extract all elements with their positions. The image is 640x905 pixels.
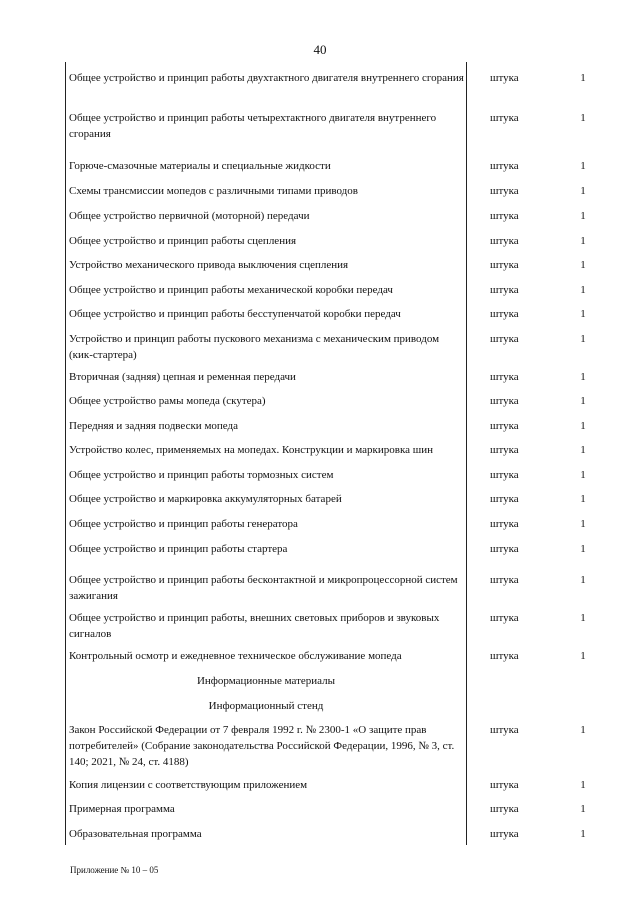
- item-unit: штука: [490, 185, 519, 197]
- item-unit: штука: [490, 469, 519, 481]
- item-quantity: 1: [580, 210, 586, 222]
- item-name: Общее устройство и принцип работы тормозных систем: [69, 469, 334, 481]
- item-quantity: 1: [580, 284, 586, 296]
- item-unit: штука: [490, 72, 519, 84]
- item-quantity: 1: [580, 235, 586, 247]
- item-quantity: 1: [580, 469, 586, 481]
- item-unit: штука: [490, 543, 519, 555]
- item-quantity: 1: [580, 543, 586, 555]
- item-quantity: 1: [580, 574, 586, 586]
- item-name: Примерная программа: [69, 803, 175, 815]
- item-unit: штука: [490, 235, 519, 247]
- item-unit: штука: [490, 333, 519, 345]
- item-quantity: 1: [580, 803, 586, 815]
- item-unit: штука: [490, 828, 519, 840]
- item-quantity: 1: [580, 650, 586, 662]
- item-name: Закон Российской Федерации от 7 февраля 1992 г. № 2300-1 «О защите прав потребителей» (Собрание законодательства Российской Федерации, 1996, № 3, ст. 140; 2021, № 24, ст. 4188): [69, 724, 455, 768]
- item-name: Общее устройство рамы мопеда (скутера): [69, 395, 266, 407]
- item-name: Устройство и принцип работы пускового механизма с механическим приводом (кик-стартера): [69, 333, 440, 361]
- item-quantity: 1: [580, 420, 586, 432]
- item-name: Общее устройство и принцип работы генератора: [69, 518, 298, 530]
- table-column-divider: [466, 62, 467, 845]
- item-unit: штука: [490, 518, 519, 530]
- item-name: Общее устройство первичной (моторной) передачи: [69, 210, 310, 222]
- item-quantity: 1: [580, 259, 586, 271]
- item-name: Общее устройство и маркировка аккумуляторных батарей: [69, 493, 342, 505]
- item-quantity: 1: [580, 395, 586, 407]
- item-unit: штука: [490, 444, 519, 456]
- item-quantity: 1: [580, 828, 586, 840]
- item-unit: штука: [490, 395, 519, 407]
- item-unit: штука: [490, 284, 519, 296]
- page-footer: Приложение № 10 – 05: [70, 865, 159, 875]
- section-heading: Информационный стенд: [208, 700, 324, 712]
- item-unit: штука: [490, 160, 519, 172]
- item-unit: штука: [490, 420, 519, 432]
- item-unit: штука: [490, 371, 519, 383]
- item-unit: штука: [490, 612, 519, 624]
- item-name: Контрольный осмотр и ежедневное техническое обслуживание мопеда: [69, 650, 402, 662]
- item-quantity: 1: [580, 308, 586, 320]
- item-name: Общее устройство и принцип работы сцепления: [69, 235, 297, 247]
- item-unit: штука: [490, 210, 519, 222]
- item-name: Общее устройство и принцип работы двухтактного двигателя внутреннего сгорания: [69, 72, 464, 84]
- item-name: Общее устройство и принцип работы бесконтактной и микропроцессорной систем зажигания: [69, 574, 458, 602]
- item-quantity: 1: [580, 518, 586, 530]
- item-name: Общее устройство и принцип работы четырехтактного двигателя внутреннего сгорания: [69, 112, 437, 140]
- item-quantity: 1: [580, 779, 586, 791]
- item-name: Общее устройство и принцип работы механической коробки передач: [69, 284, 393, 296]
- item-name: Общее устройство и принцип работы бесступенчатой коробки передач: [69, 308, 401, 320]
- item-unit: штука: [490, 259, 519, 271]
- item-unit: штука: [490, 650, 519, 662]
- item-name: Передняя и задняя подвески мопеда: [69, 420, 239, 432]
- item-name: Устройство механического привода выключения сцепления: [69, 259, 349, 271]
- item-quantity: 1: [580, 185, 586, 197]
- item-unit: штука: [490, 803, 519, 815]
- item-unit: штука: [490, 308, 519, 320]
- item-name: Общее устройство и принцип работы стартера: [69, 543, 288, 555]
- item-name: Копия лицензии с соответствующим приложением: [69, 779, 308, 791]
- item-name: Схемы трансмиссии мопедов с различными типами приводов: [69, 185, 358, 197]
- section-heading: Информационные материалы: [196, 675, 336, 687]
- item-quantity: 1: [580, 160, 586, 172]
- item-name: Горюче-смазочные материалы и специальные жидкости: [69, 160, 331, 172]
- item-quantity: 1: [580, 493, 586, 505]
- item-quantity: 1: [580, 444, 586, 456]
- item-unit: штука: [490, 112, 519, 124]
- table-left-border: [65, 62, 66, 845]
- item-unit: штука: [490, 779, 519, 791]
- item-unit: штука: [490, 574, 519, 586]
- page-number: 40: [313, 42, 327, 57]
- item-name: Вторичная (задняя) цепная и ременная передачи: [69, 371, 296, 383]
- item-quantity: 1: [580, 72, 586, 84]
- item-name: Устройство колес, применяемых на мопедах. Конструкции и маркировка шин: [69, 444, 434, 456]
- item-quantity: 1: [580, 371, 586, 383]
- item-quantity: 1: [580, 112, 586, 124]
- item-unit: штука: [490, 724, 519, 736]
- item-name: Общее устройство и принцип работы, внешних световых приборов и звуковых сигналов: [69, 612, 440, 640]
- item-name: Образовательная программа: [69, 828, 202, 840]
- item-quantity: 1: [580, 333, 586, 345]
- item-unit: штука: [490, 493, 519, 505]
- item-quantity: 1: [580, 724, 586, 736]
- item-quantity: 1: [580, 612, 586, 624]
